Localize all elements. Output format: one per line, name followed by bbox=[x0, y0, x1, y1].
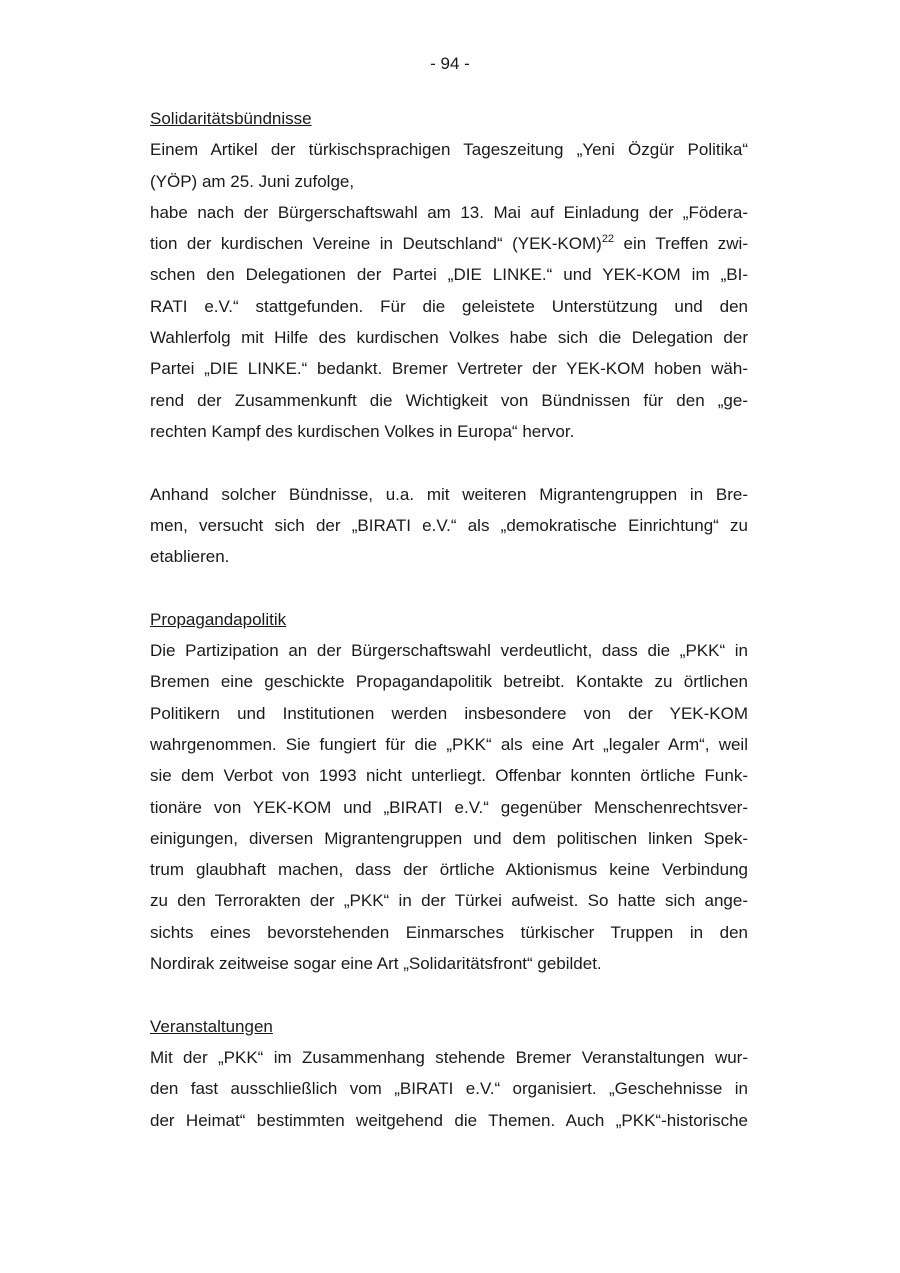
text-line: sichts eines bevorstehenden Einmarsches türkischer Truppen in den bbox=[150, 922, 748, 942]
text-line: sie dem Verbot von 1993 nicht unterliegt. Offenbar konnten örtliche Funk- bbox=[150, 766, 748, 786]
paragraph-intro bbox=[150, 134, 748, 197]
text-line-with-footnote bbox=[150, 228, 748, 259]
paragraph-treffen bbox=[150, 197, 748, 447]
text-line: Partei „DIE LINKE.“ bedankt. Bremer Vertreter der YEK-KOM hoben wäh- bbox=[150, 359, 748, 379]
text-fragment: tion der kurdischen Vereine in Deutschland“ (YEK-KOM) bbox=[150, 234, 602, 254]
paragraph-propaganda bbox=[150, 635, 748, 979]
section-heading-veranstaltungen: Veranstaltungen bbox=[150, 1016, 273, 1036]
text-line: Nordirak zeitweise sogar eine Art „Solidaritätsfront“ gebildet. bbox=[150, 954, 602, 974]
text-line: wahrgenommen. Sie fungiert für die „PKK“ als eine Art „legaler Arm“, weil bbox=[150, 734, 748, 754]
paragraph-veranstaltungen bbox=[150, 1042, 748, 1136]
page-number: - 94 - bbox=[430, 54, 470, 73]
paragraph-buendnisse bbox=[150, 479, 748, 573]
paragraph-gap bbox=[150, 572, 748, 603]
text-line: habe nach der Bürgerschaftswahl am 13. Mai auf Einladung der „Födera- bbox=[150, 202, 748, 222]
text-line: Einem Artikel der türkischsprachigen Tageszeitung „Yeni Özgür Politika“ bbox=[150, 140, 748, 160]
text-line: RATI e.V.“ stattgefunden. Für die geleistete Unterstützung und den bbox=[150, 296, 748, 316]
text-line: zu den Terrorakten der „PKK“ in der Türkei aufweist. So hatte sich ange- bbox=[150, 891, 748, 911]
text-line: schen den Delegationen der Partei „DIE LINKE.“ und YEK-KOM im „BI- bbox=[150, 265, 748, 285]
text-line: tionäre von YEK-KOM und „BIRATI e.V.“ gegenüber Menschenrechtsver- bbox=[150, 797, 748, 817]
text-line: Mit der „PKK“ im Zusammenhang stehende Bremer Veranstaltungen wur- bbox=[150, 1047, 748, 1067]
text-line: einigungen, diversen Migrantengruppen und dem politischen linken Spek- bbox=[150, 828, 748, 848]
text-line: Die Partizipation an der Bürgerschaftswahl verdeutlicht, dass die „PKK“ in bbox=[150, 641, 748, 661]
text-line: men, versucht sich der „BIRATI e.V.“ als „demokratische Einrichtung“ zu bbox=[150, 515, 748, 535]
text-line: etablieren. bbox=[150, 547, 230, 567]
text-line: Wahlerfolg mit Hilfe des kurdischen Volkes habe sich die Delegation der bbox=[150, 328, 748, 348]
text-line: Politikern und Institutionen werden insbesondere von der YEK-KOM bbox=[150, 703, 748, 723]
text-line: Anhand solcher Bündnisse, u.a. mit weiteren Migrantengruppen in Bre- bbox=[150, 484, 748, 504]
paragraph-gap bbox=[150, 979, 748, 1010]
text-line: den fast ausschließlich vom „BIRATI e.V.“ organisiert. „Geschehnisse in bbox=[150, 1079, 748, 1099]
text-line: der Heimat“ bestimmten weitgehend die Themen. Auch „PKK“-historische bbox=[150, 1110, 748, 1130]
page-body bbox=[150, 103, 748, 1136]
text-line: trum glaubhaft machen, dass der örtliche Aktionismus keine Verbindung bbox=[150, 860, 748, 880]
section-heading-propagandapolitik: Propagandapolitik bbox=[150, 609, 287, 629]
section-heading-solidaritaetsbuendnisse: Solidaritätsbündnisse bbox=[150, 109, 312, 128]
footnote-reference: 22 bbox=[601, 233, 615, 246]
text-line: rend der Zusammenkunft die Wichtigkeit von Bündnissen für den „ge- bbox=[150, 390, 748, 410]
text-fragment: ein Treffen zwi- bbox=[614, 234, 748, 254]
text-line: Bremen eine geschickte Propagandapolitik betreibt. Kontakte zu örtlichen bbox=[150, 672, 748, 692]
paragraph-gap bbox=[150, 447, 748, 478]
text-line: (YÖP) am 25. Juni zufolge, bbox=[150, 171, 355, 191]
text-line: rechten Kampf des kurdischen Volkes in Europa“ hervor. bbox=[150, 421, 575, 441]
